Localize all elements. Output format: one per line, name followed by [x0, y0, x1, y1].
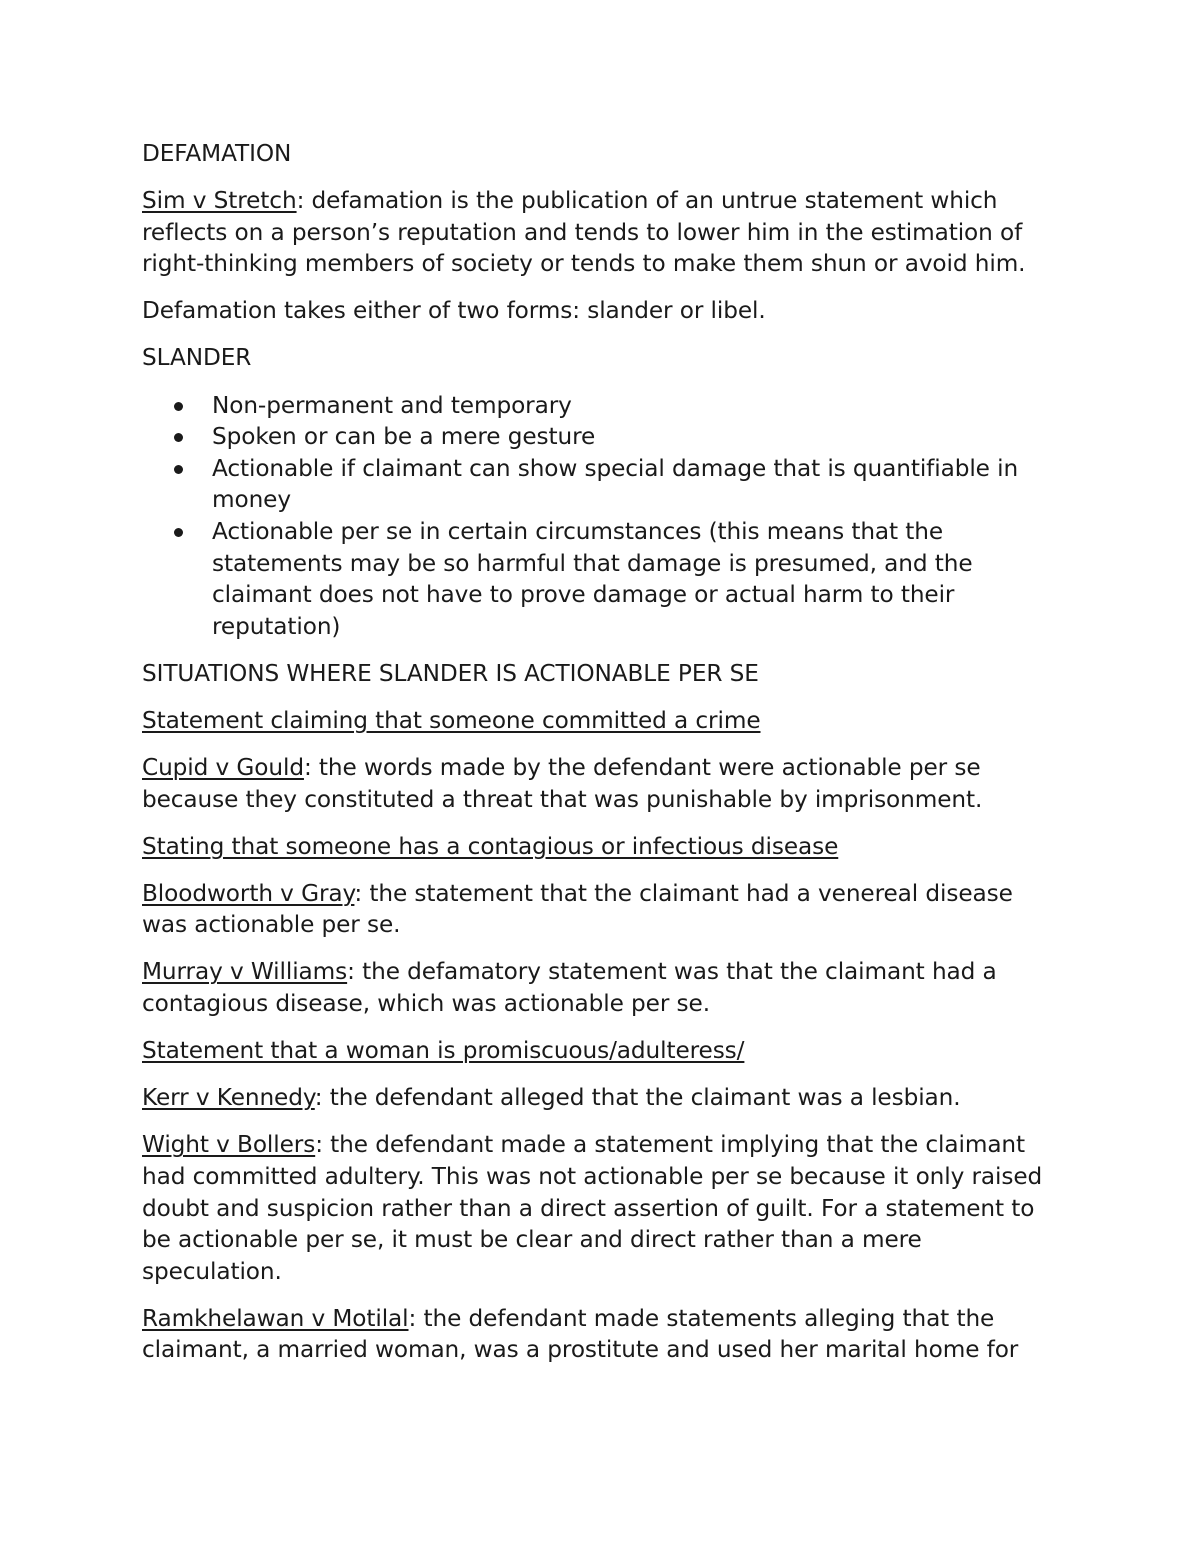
- bullet-item: [142, 453, 1062, 516]
- slander-heading: SLANDER: [142, 344, 252, 372]
- bullet-icon: [174, 528, 183, 537]
- bullet-icon: [174, 402, 183, 411]
- slander-bullet-list: [142, 390, 1062, 643]
- document-title: DEFAMATION: [142, 140, 292, 167]
- definition-paragraph: [142, 185, 1062, 280]
- subheading-promiscuous: Statement that a woman is promiscuous/adulteress/: [142, 1037, 745, 1065]
- kerr-text: : the defendant alleged that the claimant was a lesbian.: [314, 1084, 961, 1112]
- case-name-ramkhelawan-v-motilal: Ramkhelawan v Motilal: [142, 1304, 409, 1332]
- wight-text: : the defendant made a statement implying that the claimant had committed adultery. This was not actionable per se because it only raised doubt and suspicion rather than a direct assertion of guilt. For a statement to be actionable per se, it must be clear and direct rather than a mere speculation.: [142, 1131, 1043, 1285]
- cupid-paragraph: [142, 752, 1062, 815]
- definition-text: : defamation is the publication of an untrue statement which reflects on a person’s reputation and tends to lower him in the estimation of right-thinking members of society or tends to make them shun or avoid him.: [142, 187, 1026, 278]
- subheading-disease: Stating that someone has a contagious or infectious disease: [142, 832, 839, 860]
- case-name-bloodworth-v-gray: Bloodworth v Gray: [142, 879, 355, 907]
- case-name-kerr-v-kennedy: Kerr v Kennedy: [142, 1084, 315, 1112]
- wight-paragraph: [142, 1129, 1062, 1287]
- forms-paragraph: Defamation takes either of two forms: slander or libel.: [142, 297, 766, 325]
- bullet-item: [142, 516, 1062, 642]
- ramkhelawan-text: : the defendant made statements alleging that the claimant, a married woman, was a prostitute and used her marital home for: [142, 1304, 1019, 1364]
- document-page: [142, 138, 1062, 1382]
- situations-heading: SITUATIONS WHERE SLANDER IS ACTIONABLE PER SE: [142, 659, 759, 687]
- bullet-icon: [174, 465, 183, 474]
- bullet-text: Actionable per se in certain circumstances (this means that the statements may be so harmful that damage is presumed, and the claimant does not have to prove damage or actual harm to their reputation): [212, 517, 973, 640]
- ramkhelawan-paragraph: [142, 1303, 1062, 1366]
- murray-paragraph: [142, 956, 1062, 1019]
- bullet-text: Non-permanent and temporary: [212, 391, 572, 419]
- bullet-item: [142, 390, 1062, 422]
- bullet-text: Spoken or can be a mere gesture: [212, 423, 596, 451]
- bullet-icon: [174, 433, 183, 442]
- bloodworth-paragraph: [142, 878, 1062, 941]
- bullet-item: [142, 421, 1062, 453]
- case-name-sim-v-stretch: Sim v Stretch: [142, 187, 297, 215]
- subheading-crime: Statement claiming that someone committed a crime: [142, 706, 761, 734]
- kerr-paragraph: [142, 1082, 1062, 1114]
- case-name-wight-v-bollers: Wight v Bollers: [142, 1131, 316, 1159]
- bloodworth-text: : the statement that the claimant had a venereal disease was actionable per se.: [142, 879, 1013, 939]
- murray-text: : the defamatory statement was that the claimant had a contagious disease, which was actionable per se.: [142, 958, 997, 1018]
- bullet-text: Actionable if claimant can show special damage that is quantifiable in money: [212, 454, 1019, 514]
- cupid-text: : the words made by the defendant were actionable per se because they constituted a threat that was punishable by imprisonment.: [142, 754, 983, 813]
- case-name-cupid-v-gould: Cupid v Gould: [142, 754, 304, 781]
- case-name-murray-v-williams: Murray v Williams: [142, 958, 348, 986]
